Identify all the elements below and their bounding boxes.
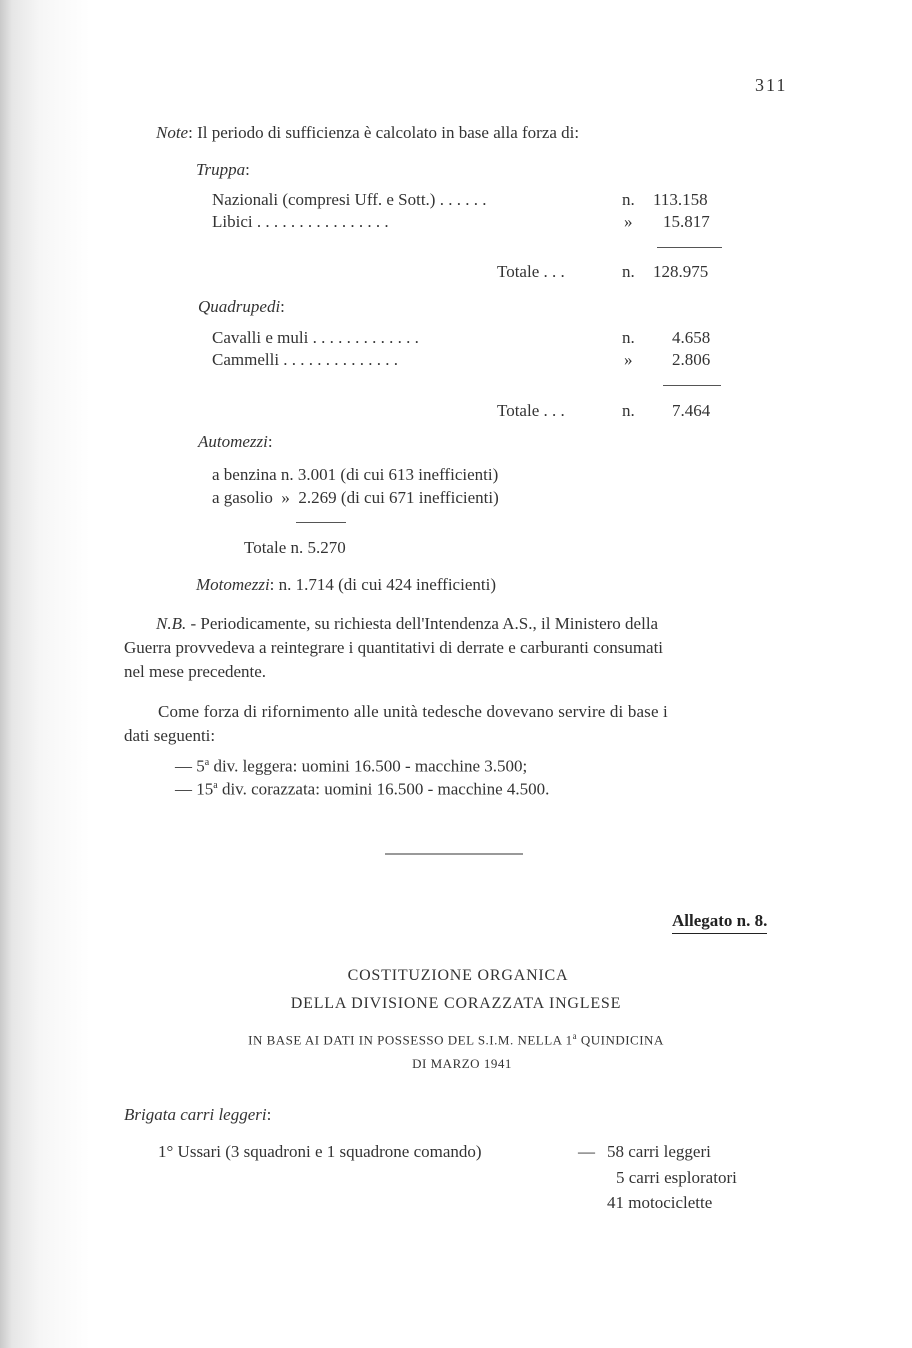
nb-line: nel mese precedente. (124, 662, 267, 681)
quadrupedi-row-unit: » (624, 350, 633, 369)
brigata-unit: 1° Ussari (3 squadroni e 1 squadrone comando) (158, 1142, 482, 1161)
page-number: 311 (755, 75, 788, 95)
brigata-item: 5 carri esploratori (616, 1168, 737, 1187)
truppa-total-label: Totale . . . (497, 262, 565, 281)
allegato-label: Allegato n. 8. (672, 910, 767, 934)
forza-line: dati seguenti: (124, 726, 216, 745)
brigata-dash: — (578, 1142, 595, 1161)
automezzi-row: a benzina n. 3.001 (di cui 613 inefficienti) (212, 465, 499, 484)
quadrupedi-total-unit: n. (622, 401, 635, 420)
forza-item: — 5$^a$ div. leggera: uomini 16.500 - macchine 3.500; (175, 756, 528, 776)
quadrupedi-row-label: Cammelli . . . . . . . . . . . . . . (212, 350, 399, 369)
quadrupedi-row-unit: n. (622, 328, 635, 347)
title-line-2: DELLA DIVISIONE CORAZZATA INGLESE (290, 995, 622, 1012)
truppa-row-label: Nazionali (compresi Uff. e Sott.) . . . . . . (212, 190, 487, 209)
truppa-heading: Truppa: (196, 160, 250, 179)
brigata-item: 41 motociclette (607, 1193, 713, 1212)
automezzi-total-rule (296, 522, 346, 523)
truppa-row-unit: n. (622, 190, 635, 209)
quadrupedi-row-value: 2.806 (672, 350, 711, 369)
quadrupedi-heading: Quadrupedi: (198, 297, 285, 316)
brigata-item: 58 carri leggeri (607, 1142, 711, 1161)
nb-line: Guerra provvedeva a reintegrare i quantitativi di derrate e carburanti consumati (124, 638, 664, 657)
quadrupedi-total-rule (663, 385, 721, 386)
subtitle-line-2: DI MARZO 1941 (412, 1056, 512, 1071)
automezzi-total: Totale n. 5.270 (244, 538, 346, 557)
forza-line: Come forza di rifornimento alle unità tedesche dovevano servire di base i (158, 702, 668, 721)
subtitle-line-1: IN BASE AI DATI IN POSSESSO DEL S.I.M. NELLA 1$^a$ QUINDICINA (248, 1031, 664, 1048)
nb-line: N.B. - Periodicamente, su richiesta dell'Intendenza A.S., il Ministero della (156, 614, 659, 633)
title-line-1: COSTITUZIONE ORGANICA (347, 967, 569, 984)
quadrupedi-row-label: Cavalli e muli . . . . . . . . . . . . . (212, 328, 419, 347)
quadrupedi-total-value: 7.464 (672, 401, 711, 420)
truppa-total-value: 128.975 (653, 262, 709, 281)
automezzi-heading: Automezzi: (198, 432, 273, 451)
section-separator (385, 853, 523, 855)
quadrupedi-total-label: Totale . . . (497, 401, 565, 420)
motomezzi-line: Motomezzi: n. 1.714 (di cui 424 inefficienti) (196, 575, 496, 594)
quadrupedi-row-value: 4.658 (672, 328, 711, 347)
note-line (156, 122, 579, 144)
truppa-row-value: 15.817 (663, 212, 710, 231)
brigata-heading: Brigata carri leggeri: (124, 1105, 272, 1124)
truppa-row-value: 113.158 (653, 190, 708, 209)
note-text: : Il periodo di sufficienza è calcolato in base alla forza di: (188, 123, 580, 142)
truppa-row-label: Libici . . . . . . . . . . . . . . . . (212, 212, 389, 231)
truppa-row-unit: » (624, 212, 633, 231)
automezzi-row: a gasolio » 2.269 (di cui 671 inefficienti) (212, 488, 499, 507)
truppa-total-rule (657, 247, 722, 248)
truppa-total-unit: n. (622, 262, 635, 281)
forza-item: — 15$^a$ div. corazzata: uomini 16.500 - macchine 4.500. (175, 779, 550, 799)
note-label: Note (156, 123, 189, 142)
